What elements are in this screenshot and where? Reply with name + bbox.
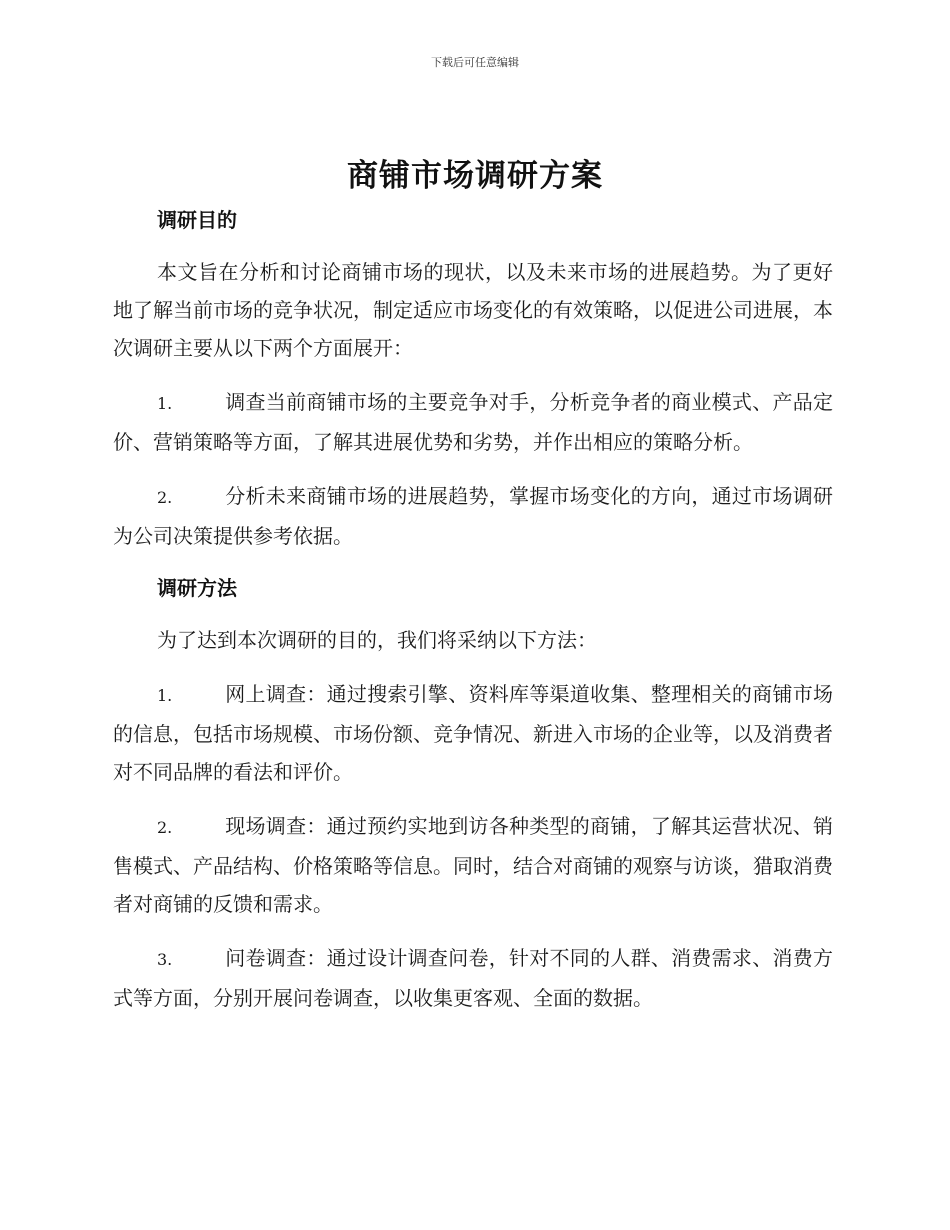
- list-item-number: 1.: [157, 394, 173, 413]
- section-intro-purpose: 本文旨在分析和讨论商铺市场的现状，以及未来市场的进展趋势。为了更好地了解当前市场的竞争状况，制定适应市场变化的有效策略，以促进公司进展，本次调研主要从以下两个方面展开：: [113, 260, 833, 360]
- list-item: [113, 807, 833, 923]
- list-item-number: 2.: [157, 488, 173, 507]
- list-item-number: 2.: [157, 818, 173, 837]
- list-item-text: 现场调查：通过预约实地到访各种类型的商铺，了解其运营状况、销售模式、产品结构、价格策略等信息。同时，结合对商铺的观察与访谈，猎取消费者对商铺的反馈和需求。: [113, 814, 833, 916]
- section-heading-method: 调研方法: [157, 576, 237, 600]
- header-note: 下载后可任意编辑: [431, 56, 519, 69]
- list-item: [113, 675, 833, 791]
- section-heading-purpose: 调研目的: [157, 208, 237, 232]
- list-item: [113, 939, 833, 1017]
- list-item: [113, 477, 833, 555]
- section-intro-method: 为了达到本次调研的目的，我们将采纳以下方法：: [157, 628, 597, 652]
- list-item-number: 3.: [157, 950, 173, 969]
- list-item-text: 问卷调查：通过设计调查问卷，针对不同的人群、消费需求、消费方式等方面，分别开展问卷调查，以收集更客观、全面的数据。: [113, 946, 833, 1010]
- list-item: [113, 383, 833, 461]
- document-body: [113, 203, 833, 1017]
- list-item-text: 分析未来商铺市场的进展趋势，掌握市场变化的方向，通过市场调研为公司决策提供参考依据。: [113, 484, 833, 548]
- document-title: 商铺市场调研方案: [347, 158, 603, 194]
- list-item-number: 1.: [157, 686, 173, 705]
- list-item-text: 网上调查：通过搜索引擎、资料库等渠道收集、整理相关的商铺市场的信息，包括市场规模、市场份额、竞争情况、新进入市场的企业等，以及消费者对不同品牌的看法和评价。: [113, 682, 833, 784]
- list-item-text: 调查当前商铺市场的主要竞争对手，分析竞争者的商业模式、产品定价、营销策略等方面，了解其进展优势和劣势，并作出相应的策略分析。: [113, 390, 833, 454]
